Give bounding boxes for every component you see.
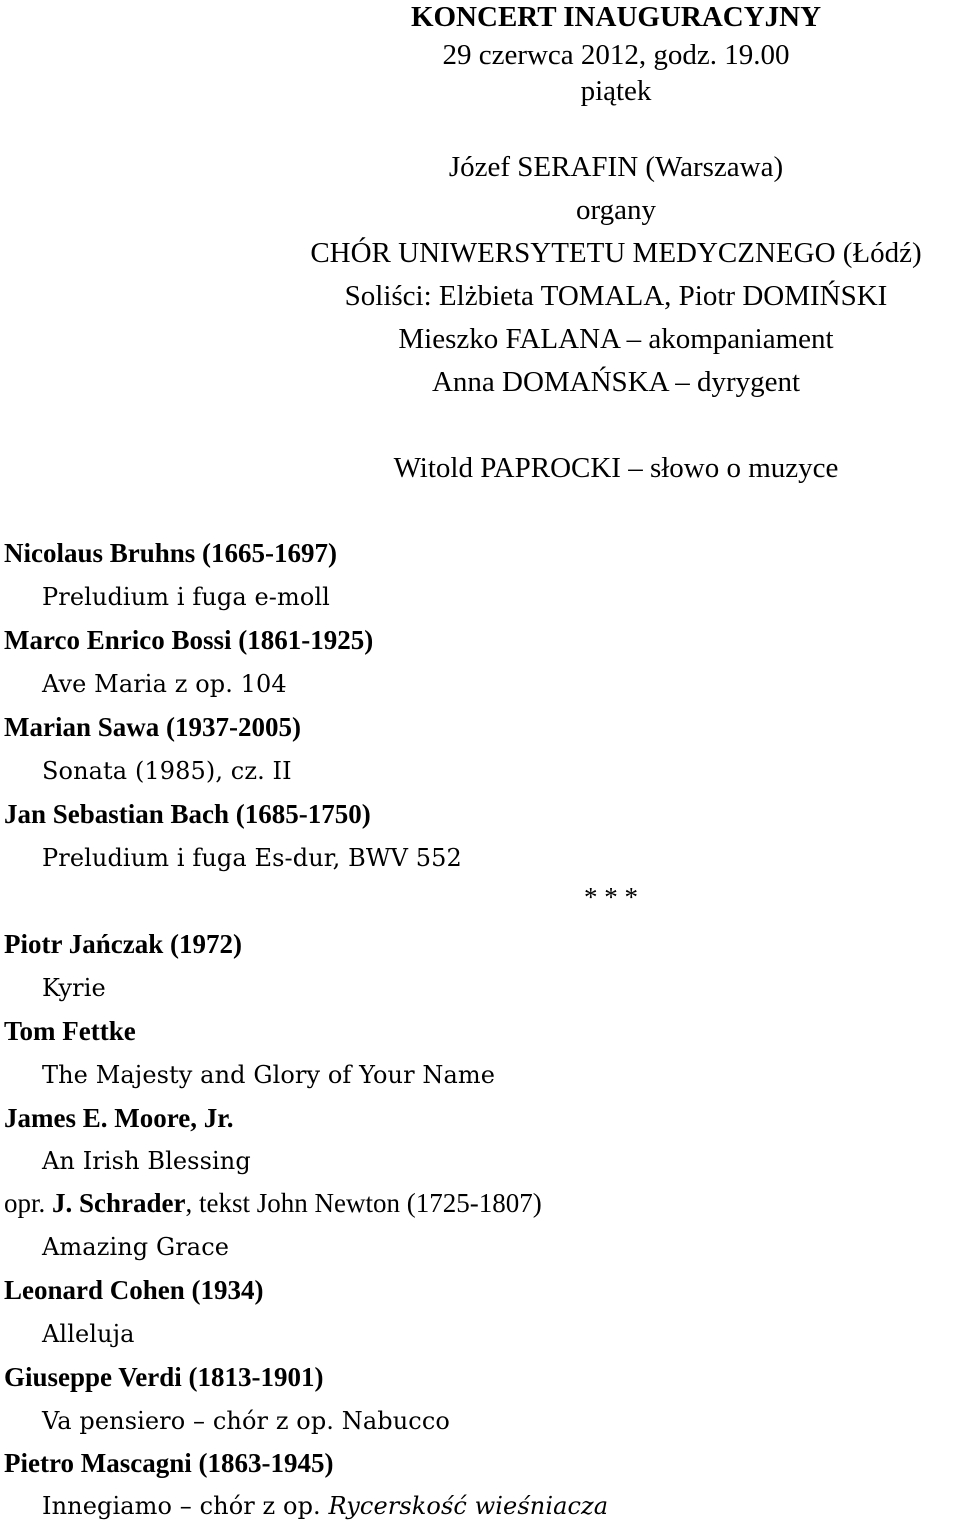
lyricist-credit: , tekst John Newton (1725-1807) xyxy=(185,1188,542,1218)
arrangement-prefix: opr. xyxy=(4,1188,53,1218)
work-title: The Majesty and Glory of Your Name xyxy=(42,1061,496,1089)
composer-name: Marian Sawa (1937-2005) xyxy=(4,712,301,742)
commentary-line: Witold PAPROCKI – słowo o muzyce xyxy=(393,452,839,484)
work-title: Sonata (1985), cz. II xyxy=(42,757,292,785)
work-title: An Irish Blessing xyxy=(42,1147,251,1175)
opera-title-italic: Rycerskość wieśniacza xyxy=(328,1492,609,1520)
concert-weekday: piątek xyxy=(580,75,652,107)
work-title: Va pensiero – chór z op. Nabucco xyxy=(42,1407,450,1435)
organist-name: Józef SERAFIN (Warszawa) xyxy=(448,151,784,183)
composer-name: Marco Enrico Bossi (1861-1925) xyxy=(4,625,374,655)
arranger-name: J. Schrader xyxy=(52,1188,186,1218)
concert-title: KONCERT INAUGURACYJNY xyxy=(410,1,822,33)
choir-name: CHÓR UNIWERSYTETU MEDYCZNEGO (Łódź) xyxy=(310,237,922,269)
work-title: Preludium i fuga e-moll xyxy=(42,583,330,611)
section-separator: * * * xyxy=(584,882,638,912)
work-title-prefix: Innegiamo – chór z op. xyxy=(42,1492,329,1520)
work-title: Kyrie xyxy=(42,974,106,1002)
composer-name-arrangement xyxy=(4,1186,542,1220)
composer-name: Giuseppe Verdi (1813-1901) xyxy=(4,1362,324,1392)
concert-header xyxy=(0,0,960,490)
accompaniment-line: Mieszko FALANA – akompaniament xyxy=(398,323,834,355)
composer-name: Nicolaus Bruhns (1665-1697) xyxy=(4,538,338,568)
composer-name: Tom Fettke xyxy=(4,1016,136,1046)
work-title: Preludium i fuga Es-dur, BWV 552 xyxy=(42,844,462,872)
conductor-line: Anna DOMAŃSKA – dyrygent xyxy=(431,366,801,398)
concert-date: 29 czerwca 2012, godz. 19.00 xyxy=(442,39,790,71)
work-title: Alleluja xyxy=(42,1320,135,1348)
composer-name: Piotr Jańczak (1972) xyxy=(4,929,242,959)
work-title: Amazing Grace xyxy=(42,1233,230,1261)
composer-name: Leonard Cohen (1934) xyxy=(4,1275,264,1305)
composer-name: Pietro Mascagni (1863-1945) xyxy=(4,1448,334,1478)
composer-name: James E. Moore, Jr. xyxy=(4,1103,234,1133)
work-title: Ave Maria z op. 104 xyxy=(42,670,287,698)
soloists-line: Soliści: Elżbieta TOMALA, Piotr DOMIŃSKI xyxy=(344,280,888,312)
work-title-with-italic xyxy=(42,1489,608,1523)
organist-instrument: organy xyxy=(575,194,656,226)
composer-name: Jan Sebastian Bach (1685-1750) xyxy=(4,799,371,829)
